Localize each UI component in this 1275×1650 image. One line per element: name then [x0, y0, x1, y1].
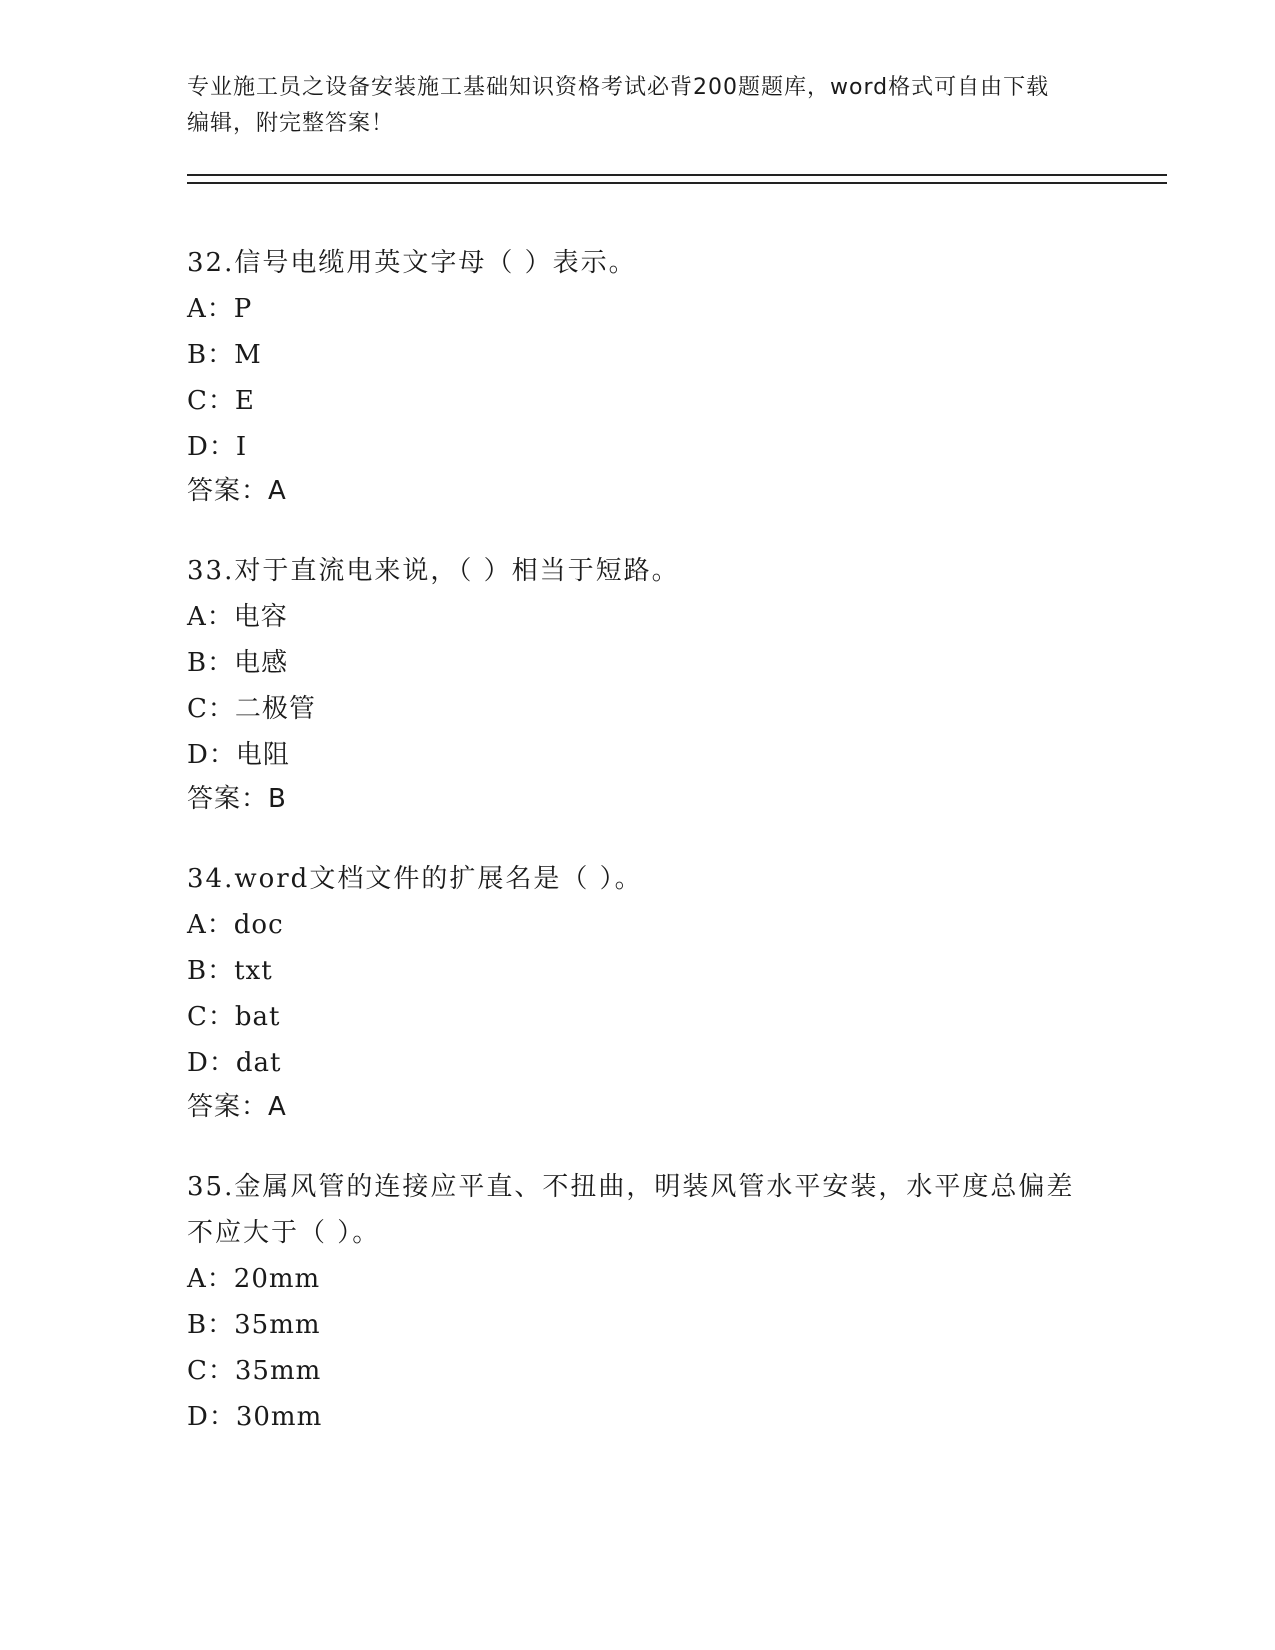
answer-line: 答案：A — [187, 1092, 287, 1122]
option-c: C：35mm — [187, 1356, 322, 1386]
option-d: D：dat — [187, 1048, 282, 1078]
option-b: B：txt — [187, 956, 273, 986]
option-a: A：doc — [187, 910, 284, 940]
option-a: A：P — [187, 294, 253, 324]
question-list — [187, 240, 1167, 1440]
question-35 — [187, 1164, 1167, 1440]
answer-line: 答案：B — [187, 784, 287, 814]
answer-line: 答案：A — [187, 476, 287, 506]
question-stem: 33.对于直流电来说，（ ）相当于短路。 — [187, 556, 680, 586]
question-33 — [187, 548, 1167, 820]
option-a: A：电容 — [187, 602, 288, 632]
option-c: C：bat — [187, 1002, 281, 1032]
option-b: B：M — [187, 340, 262, 370]
option-c: C：二极管 — [187, 694, 316, 724]
option-a: A：20mm — [187, 1264, 321, 1294]
question-stem: 32.信号电缆用英文字母（ ）表示。 — [187, 248, 637, 278]
option-d: D：I — [187, 432, 248, 462]
question-32 — [187, 240, 1167, 512]
option-b: B：电感 — [187, 648, 289, 678]
option-d: D：电阻 — [187, 740, 290, 770]
document-header: 专业施工员之设备安装施工基础知识资格考试必背200题题库，word格式可自由下载编辑，附完整答案！ — [187, 75, 1050, 136]
header-divider — [187, 174, 1167, 184]
question-34 — [187, 856, 1167, 1128]
document-page — [187, 70, 1167, 1476]
question-stem: 35.金属风管的连接应平直、不扭曲，明装风管水平安装，水平度总偏差不应大于（ ）。 — [187, 1172, 1075, 1248]
question-stem: 34.word文档文件的扩展名是（ ）。 — [187, 864, 643, 894]
option-c: C：E — [187, 386, 255, 416]
option-b: B：35mm — [187, 1310, 321, 1340]
option-d: D：30mm — [187, 1402, 323, 1432]
